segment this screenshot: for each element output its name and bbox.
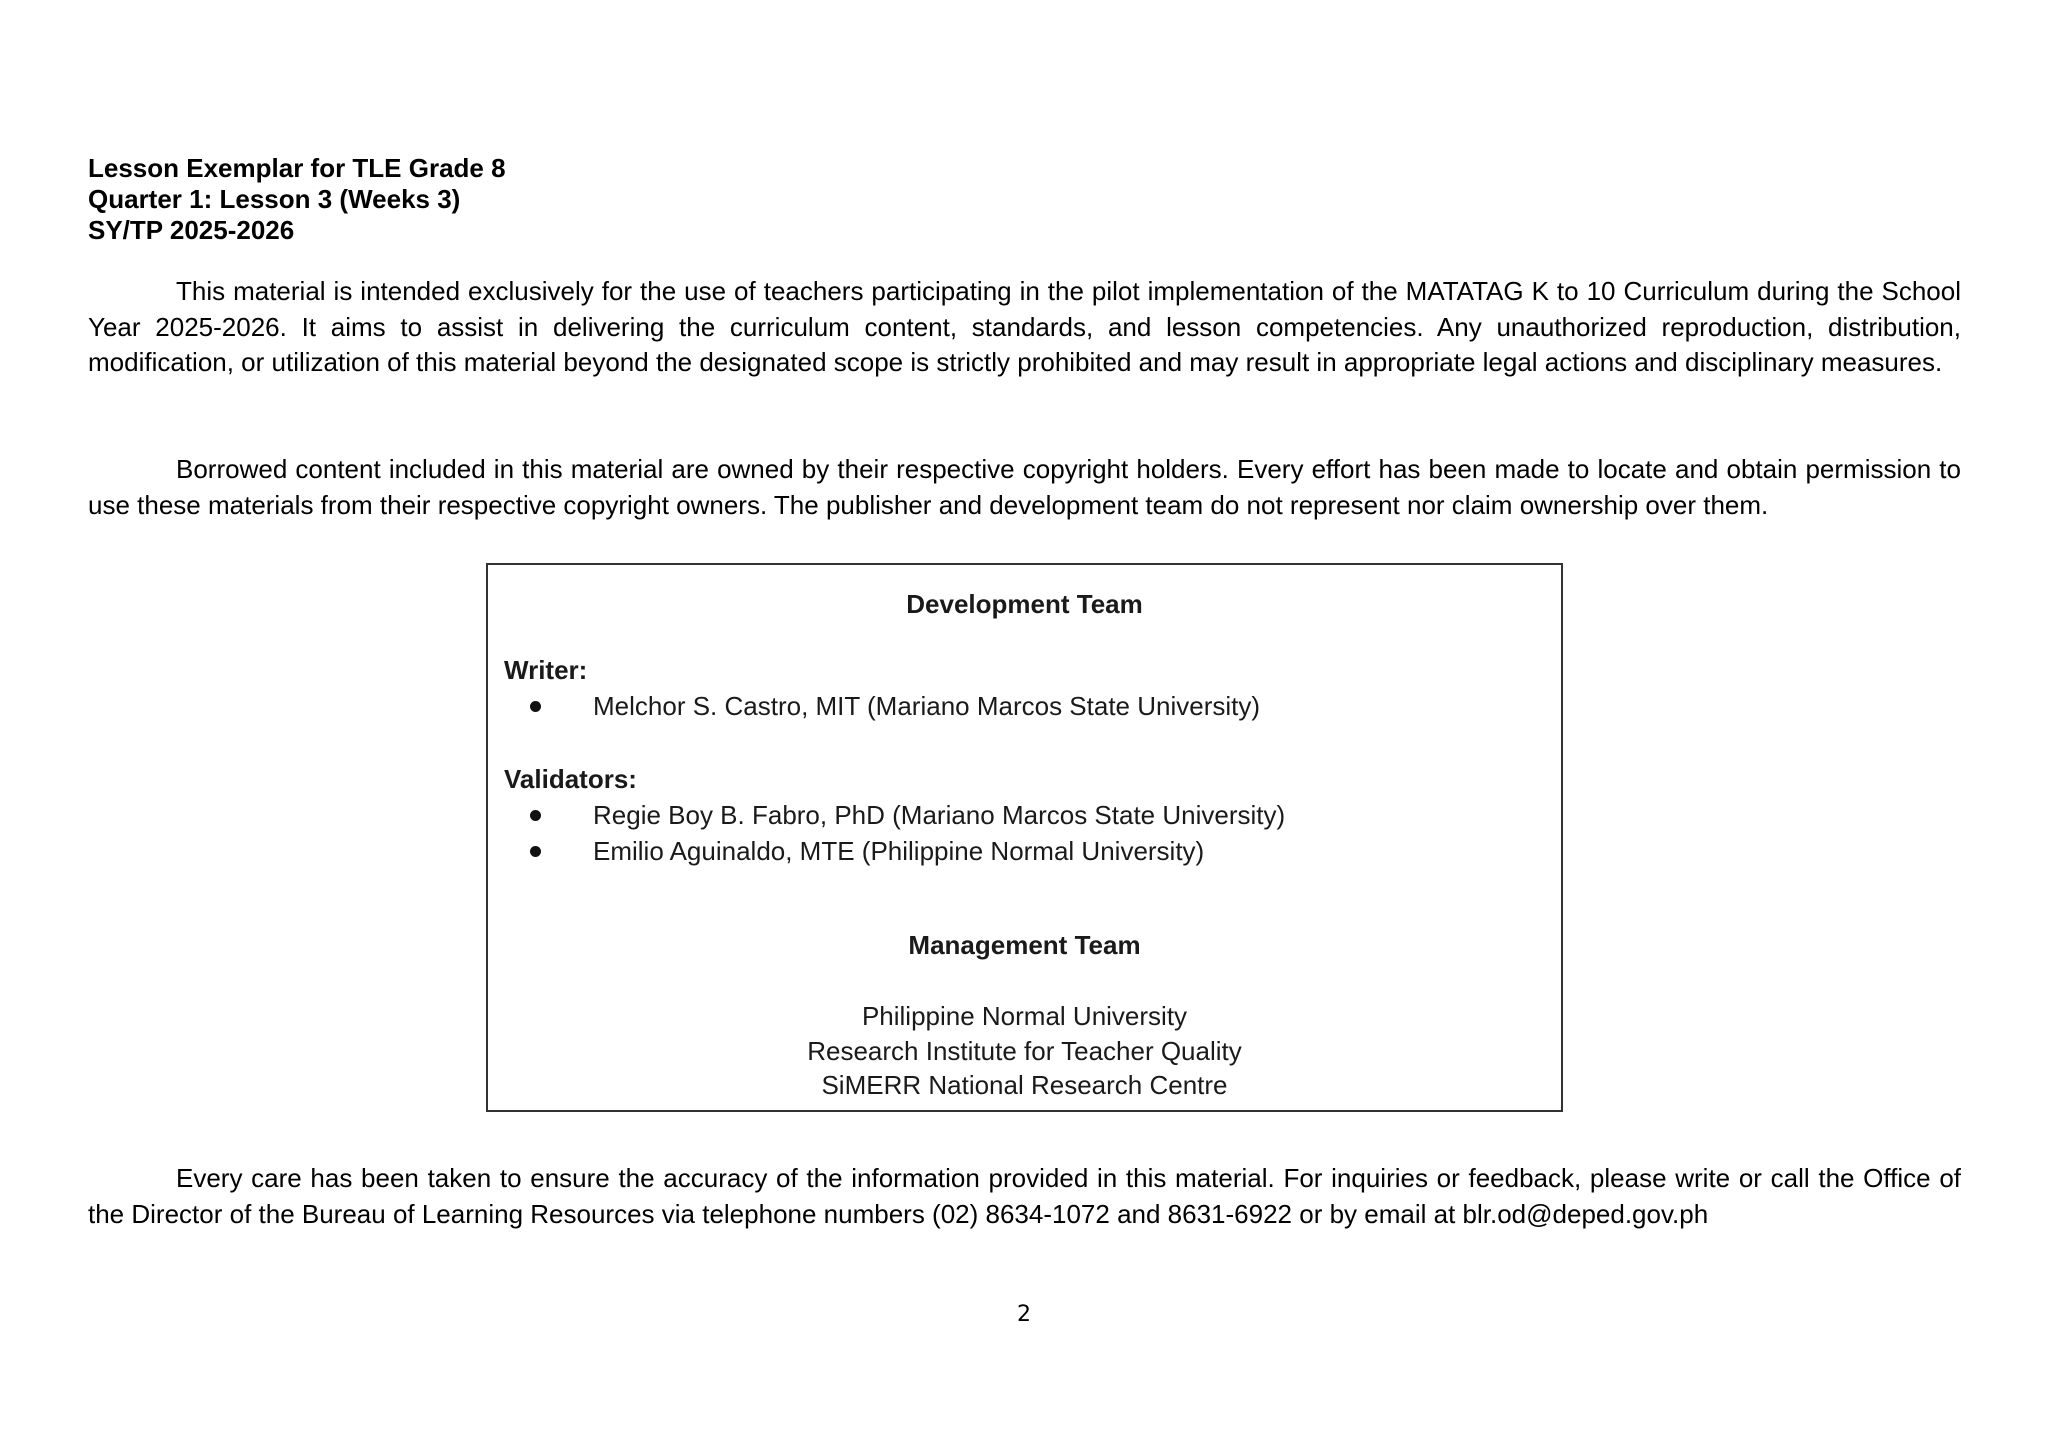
team-box bbox=[486, 563, 1563, 1112]
writer-item bbox=[530, 691, 1260, 722]
bullet-icon bbox=[530, 810, 541, 821]
development-team-title: Development Team bbox=[906, 589, 1143, 619]
writer-name: Melchor S. Castro, MIT (Mariano Marcos State University) bbox=[593, 691, 1261, 721]
page-number: 2 bbox=[1017, 1302, 1031, 1327]
management-item: Philippine Normal University bbox=[861, 1001, 1188, 1031]
validator-item bbox=[530, 800, 1285, 831]
validator-item bbox=[530, 836, 1204, 867]
management-list bbox=[488, 999, 1561, 1103]
borrowed-content-paragraph: Borrowed content included in this material are owned by their respective copyright holders. Every effort has been made to locate and obtain permission to use these materials from their respective copyright owners. The publisher and development team do not represent nor claim ownership over them. bbox=[88, 454, 1961, 520]
validator-name: Emilio Aguinaldo, MTE (Philippine Normal University) bbox=[593, 836, 1205, 866]
header-school-year: SY/TP 2025-2026 bbox=[88, 215, 295, 245]
header-title: Lesson Exemplar for TLE Grade 8 bbox=[88, 153, 506, 183]
header-quarter-lesson: Quarter 1: Lesson 3 (Weeks 3) bbox=[88, 184, 461, 214]
bullet-icon bbox=[530, 701, 541, 712]
management-item: SiMERR National Research Centre bbox=[821, 1070, 1228, 1100]
writer-label: Writer: bbox=[504, 655, 588, 685]
inquiries-paragraph: Every care has been taken to ensure the accuracy of the information provided in this material. For inquiries or feedback, please write or call the Office of the Director of the Bureau of Learning Resources via telephone numbers (02) 8634-1072 and 8631-6922 or by email at blr.od@deped.gov.ph bbox=[88, 1163, 1961, 1229]
validator-name: Regie Boy B. Fabro, PhD (Mariano Marcos State University) bbox=[593, 800, 1286, 830]
document-header bbox=[88, 153, 506, 246]
management-item: Research Institute for Teacher Quality bbox=[807, 1035, 1242, 1066]
intro-paragraph: This material is intended exclusively for the use of teachers participating in the pilot implementation of the MATATAG K to 10 Curriculum during the School Year 2025-2026. It aims to assist in delivering the curriculum content, standards, and lesson competencies. Any unauthorized reproduction, distribution, modification, or utilization of this material beyond the designated scope is strictly prohibited and may result in appropriate legal actions and disciplinary measures. bbox=[88, 276, 1961, 377]
management-team-title: Management Team bbox=[908, 930, 1141, 960]
validators-label: Validators: bbox=[504, 764, 637, 794]
bullet-icon bbox=[530, 846, 541, 857]
